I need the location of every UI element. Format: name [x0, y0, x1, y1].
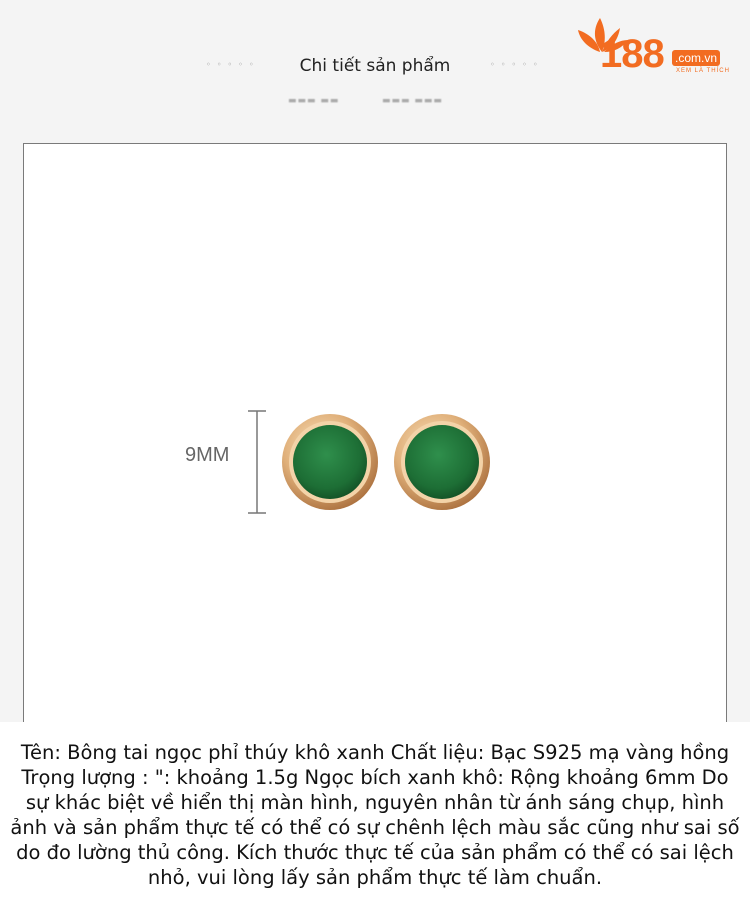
logo-tagline: XEM LÀ THÍCH	[676, 68, 730, 74]
description-text: Tên: Bông tai ngọc phỉ thúy khô xanh Chất liệu: Bạc S925 mạ vàng hồng Trọng lượng : ": khoảng 1.5g Ngọc bích xanh khô: Rộng khoảng 6mm Do sự khác biệt về hiển thị màn hình, nguyên nhân từ ánh sáng chụp, hình ảnh và sản phẩm thực tế có thể có sự chênh lệch màu sắc cũng như sai số do đo lường thủ công. Kích thước thực tế của sản phẩm có thể có sai lệch nhỏ, vui lòng lấy sản phẩm thực tế làm chuẩn.	[10, 741, 740, 889]
dimension-bracket-icon	[246, 410, 266, 514]
earring-stud-right	[392, 410, 492, 514]
logo-number: 188	[600, 32, 664, 76]
brand-logo[interactable]	[572, 12, 744, 82]
decorative-dots-left: ◦◦◦◦◦	[206, 60, 260, 69]
section-title: Chi tiết sản phẩm	[299, 56, 451, 76]
product-description	[0, 722, 750, 918]
blurred-subtitle-right: ▬▬▬ ▬▬▬	[382, 96, 443, 106]
decorative-dots-right: ◦◦◦◦◦	[490, 60, 544, 69]
logo-domain: .com.vn	[672, 50, 720, 66]
dimension-label: 9MM	[185, 444, 230, 466]
blurred-subtitle-left: ▬▬▬ ▬▬	[288, 96, 340, 106]
earring-stud-left	[280, 410, 380, 514]
product-photo	[23, 143, 727, 744]
